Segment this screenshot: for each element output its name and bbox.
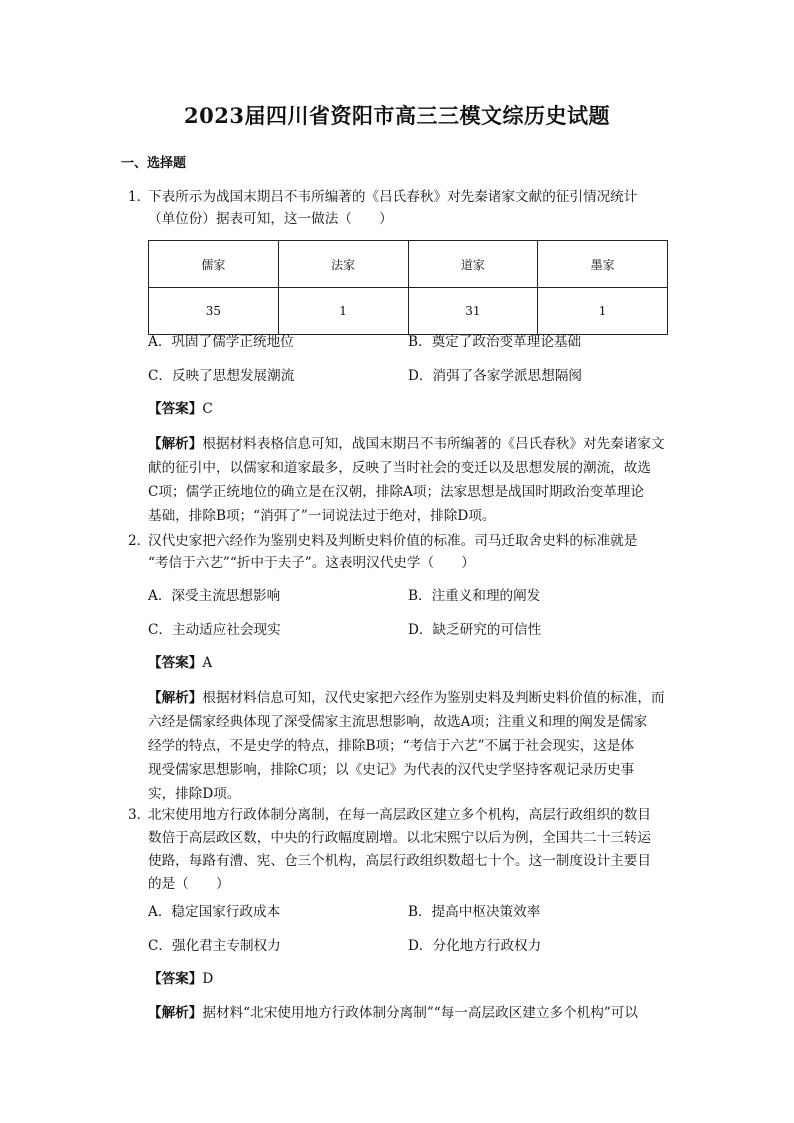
analysis-tag: 【解析】 xyxy=(148,690,203,706)
question-stem-line: 下表所示为战国末期吕不韦所编著的《吕氏春秋》对先秦诸家文献的征引情况统计 xyxy=(148,189,638,205)
question-stem-line: 汉代史家把六经作为鉴别史料及判断史料价值的标准。司马迁取舍史料的标准就是 xyxy=(148,533,638,549)
table-row xyxy=(149,288,668,335)
option-a: A．巩固了儒学正统地位 xyxy=(148,334,294,350)
option-c: C．强化君主专制权力 xyxy=(148,938,281,954)
answer-value: C xyxy=(202,401,213,417)
answer-value: D xyxy=(202,971,214,987)
table-cell: 35 xyxy=(149,288,279,335)
question-stem-line: 使路，每路有漕、宪、仓三个机构，高层行政组织数超七十个。这一制度设计主要目 xyxy=(148,853,651,869)
question-stem-line: “考信于六艺”“折中于夫子”。这表明汉代史学（ ） xyxy=(148,555,475,571)
option-c: C．反映了思想发展潮流 xyxy=(148,368,295,384)
option-b: B．奠定了政治变革理论基础 xyxy=(408,334,582,350)
option-a: A．深受主流思想影响 xyxy=(148,588,281,604)
section-heading: 一、选择题 xyxy=(121,156,187,171)
analysis-line xyxy=(148,1001,638,1025)
option-d: D．分化地方行政权力 xyxy=(408,938,542,954)
answer-tag: 【答案】 xyxy=(148,401,203,417)
table-header-row xyxy=(149,241,668,288)
option-d: D．消弭了各家学派思想隔阂 xyxy=(408,368,583,384)
analysis-line xyxy=(148,432,665,456)
question-stem-line: （单位份）据表可知，这一做法（ ） xyxy=(148,211,393,227)
analysis-line: 经学的特点，不是史学的特点，排除B项；“考信于六艺”不属于社会现实，这是体 xyxy=(148,738,635,754)
analysis-text: 根据材料信息可知，汉代史家把六经作为鉴别史料及判断史料价值的标准，而 xyxy=(202,690,665,706)
answer-tag: 【答案】 xyxy=(148,655,203,671)
analysis-line: 六经是儒家经典体现了深受儒家主流思想影响，故选A项；注重义和理的阐发是儒家 xyxy=(148,714,648,730)
question-stem-line: 的是（ ） xyxy=(148,876,230,892)
analysis-tag: 【解析】 xyxy=(148,1005,203,1021)
citation-table xyxy=(148,240,668,335)
table-header-cell: 道家 xyxy=(408,241,538,288)
table-header-cell: 儒家 xyxy=(149,241,279,288)
table-header-cell: 法家 xyxy=(278,241,408,288)
analysis-line: 献的征引中，以儒家和道家最多，反映了当时社会的变迁以及思想发展的潮流，故选 xyxy=(148,460,651,476)
analysis-tag: 【解析】 xyxy=(148,436,203,452)
answer-line xyxy=(148,652,212,674)
answer-line xyxy=(148,398,213,420)
question-number: 3． xyxy=(128,807,151,823)
analysis-line: 现受儒家思想影响，排除C项；以《史记》为代表的汉代史学坚持客观记录历史事 xyxy=(148,762,635,778)
analysis-text: 根据材料表格信息可知，战国末期吕不韦所编著的《吕氏春秋》对先秦诸家文 xyxy=(202,436,665,452)
table-cell: 31 xyxy=(408,288,538,335)
table-header-cell: 墨家 xyxy=(538,241,668,288)
option-a: A．稳定国家行政成本 xyxy=(148,904,281,920)
question-stem-line: 数倍于高层政区数，中央的行政幅度剧增。以北宋熙宁以后为例，全国共二十三转运 xyxy=(148,830,651,846)
option-b: B．注重义和理的阐发 xyxy=(408,588,541,604)
answer-value: A xyxy=(202,655,213,671)
question-number: 2． xyxy=(128,533,151,549)
answer-line xyxy=(148,968,213,990)
option-d: D．缺乏研究的可信性 xyxy=(408,622,542,638)
table-cell: 1 xyxy=(278,288,408,335)
question-stem-line: 北宋使用地方行政体制分离制，在每一高层政区建立多个机构，高层行政组织的数目 xyxy=(148,807,651,823)
analysis-line: C项；儒学正统地位的确立是在汉朝，排除A项；法家思想是战国时期政治变革理论 xyxy=(148,484,644,500)
analysis-line xyxy=(148,686,665,710)
analysis-text: 据材料“北宋使用地方行政体制分离制”“每一高层政区建立多个机构”可以 xyxy=(202,1005,638,1021)
answer-tag: 【答案】 xyxy=(148,971,203,987)
document-title: 2023届四川省资阳市高三三模文综历史试题 xyxy=(184,103,610,128)
table-cell: 1 xyxy=(538,288,668,335)
analysis-line: 实，排除D项。 xyxy=(148,786,241,802)
analysis-line: 基础，排除B项；“消弭了”一词说法过于绝对，排除D项。 xyxy=(148,508,496,524)
option-b: B．提高中枢决策效率 xyxy=(408,904,541,920)
question-number: 1． xyxy=(128,189,151,205)
option-c: C．主动适应社会现实 xyxy=(148,622,281,638)
